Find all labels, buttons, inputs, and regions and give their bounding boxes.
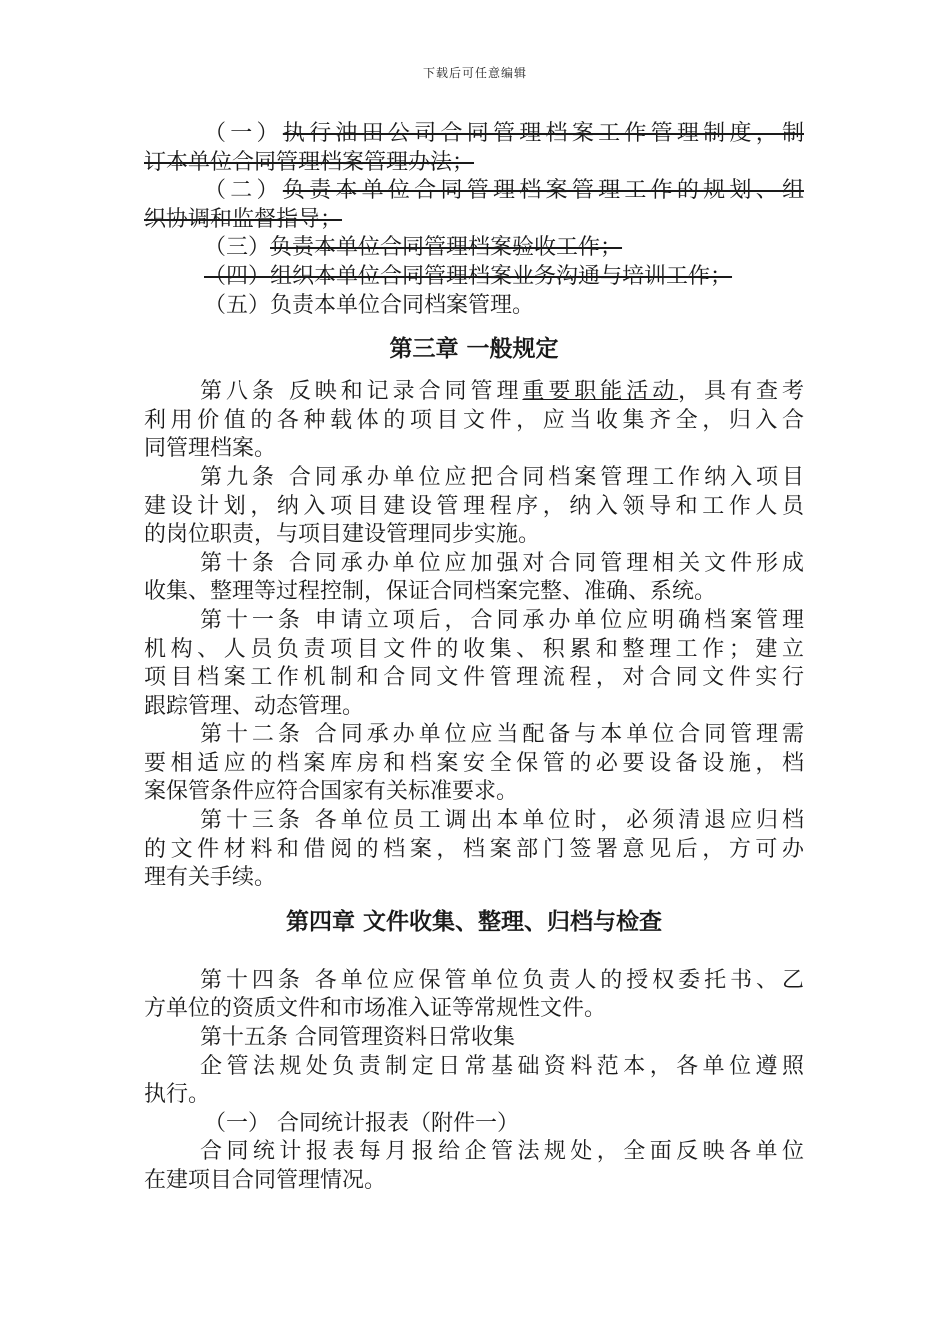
article-11-line-3: 项目档案工作机制和合同文件管理流程，对合同文件实行 [144,665,804,691]
article-10-line-2: 收集、整理等过程控制，保证合同档案完整、准确、系统。 [144,579,717,605]
item-2-line-2: 织协调和监督指导； [144,206,343,232]
article-8-line-3: 同管理档案。 [144,436,277,462]
chapter-3-title: 第三章 一般规定 [389,336,559,363]
article-15-line-1: 第十五条 合同管理资料日常收集 [200,1025,515,1051]
item-3-number: （三） [204,235,271,261]
article-8-line-2: 利用价值的各种载体的项目文件，应当收集齐全，归入合 [144,407,804,433]
article-8-tail: ，具有查考 [678,379,804,405]
item-3 [144,234,804,263]
article-8-underlined: 重要职能活动 [522,379,679,405]
article-12-line-2: 要相适应的档案库房和档案安全保管的必要设备设施，档 [144,750,804,776]
item-5-text: 负责本单位合同档案管理。 [270,292,535,318]
item-5-number: （五） [204,292,271,318]
article-13-line-2: 的文件材料和借阅的档案，档案部门签署意见后，方可办 [144,836,804,862]
paragraph-1-line-1: 企管法规处负责制定日常基础资料范本，各单位遵照 [200,1053,804,1079]
paragraph-2-line-1: 合同统计报表每月报给企管法规处，全面反映各单位 [200,1139,804,1165]
article-14-line-2: 方单位的资质文件和市场准入证等常规性文件。 [144,996,607,1022]
article-9-line-2: 建设计划，纳入项目建设管理程序，纳入领导和工作人员 [144,493,804,519]
article-8-lead: 第八条 反映和记录合同管理 [200,379,523,405]
item-1-line-2: 订本单位合同管理档案管理办法； [144,149,475,175]
article-11-line-4: 跟踪管理、动态管理。 [144,693,365,719]
subsection-1-title: （一） 合同统计报表（附件一） [204,1110,519,1136]
article-9-line-1: 第九条 合同承办单位应把合同档案管理工作纳入项目 [200,464,804,490]
item-2-text: 负责本单位合同管理档案管理工作的规划、组 [282,178,804,204]
page-header: 下载后可任意编辑 [422,66,527,80]
article-11-line-1: 第十一条 申请立项后，合同承办单位应明确档案管理 [200,607,804,633]
article-12-line-1: 第十二条 合同承办单位应当配备与本单位合同管理需 [200,722,804,748]
item-1-number: （一） [204,121,283,146]
item-1-line-1 [144,120,804,149]
item-4-number: （四） [204,263,271,289]
article-14-line-1: 第十四条 各单位应保管单位负责人的授权委托书、乙 [200,967,804,993]
article-13-line-3: 理有关手续。 [144,865,277,891]
article-11-line-2: 机构、人员负责项目文件的收集、积累和整理工作；建立 [144,636,804,662]
chapter-4-title: 第四章 文件收集、整理、归档与检查 [285,908,662,935]
document-body [144,120,804,1196]
item-4 [144,263,804,292]
paragraph-1-line-2: 执行。 [144,1082,211,1108]
article-12-line-3: 案保管条件应符合国家有关标准要求。 [144,779,519,805]
article-13-line-1: 第十三条 各单位员工调出本单位时，必须清退应归档 [200,808,804,834]
article-9-line-3: 的岗位职责，与项目建设管理同步实施。 [144,522,541,548]
item-3-text: 负责本单位合同管理档案验收工作； [270,235,623,261]
item-2-number: （二） [204,178,283,204]
article-8-line-1 [144,378,804,407]
item-4-text: 组织本单位合同管理档案业务沟通与培训工作； [270,263,733,289]
item-2-line-1 [144,177,804,206]
item-5 [144,292,804,321]
article-10-line-1: 第十条 合同承办单位应加强对合同管理相关文件形成 [200,550,804,576]
item-1-text: 执行油田公司合同管理档案工作管理制度，制 [282,121,804,146]
paragraph-2-line-2: 在建项目合同管理情况。 [144,1168,387,1193]
